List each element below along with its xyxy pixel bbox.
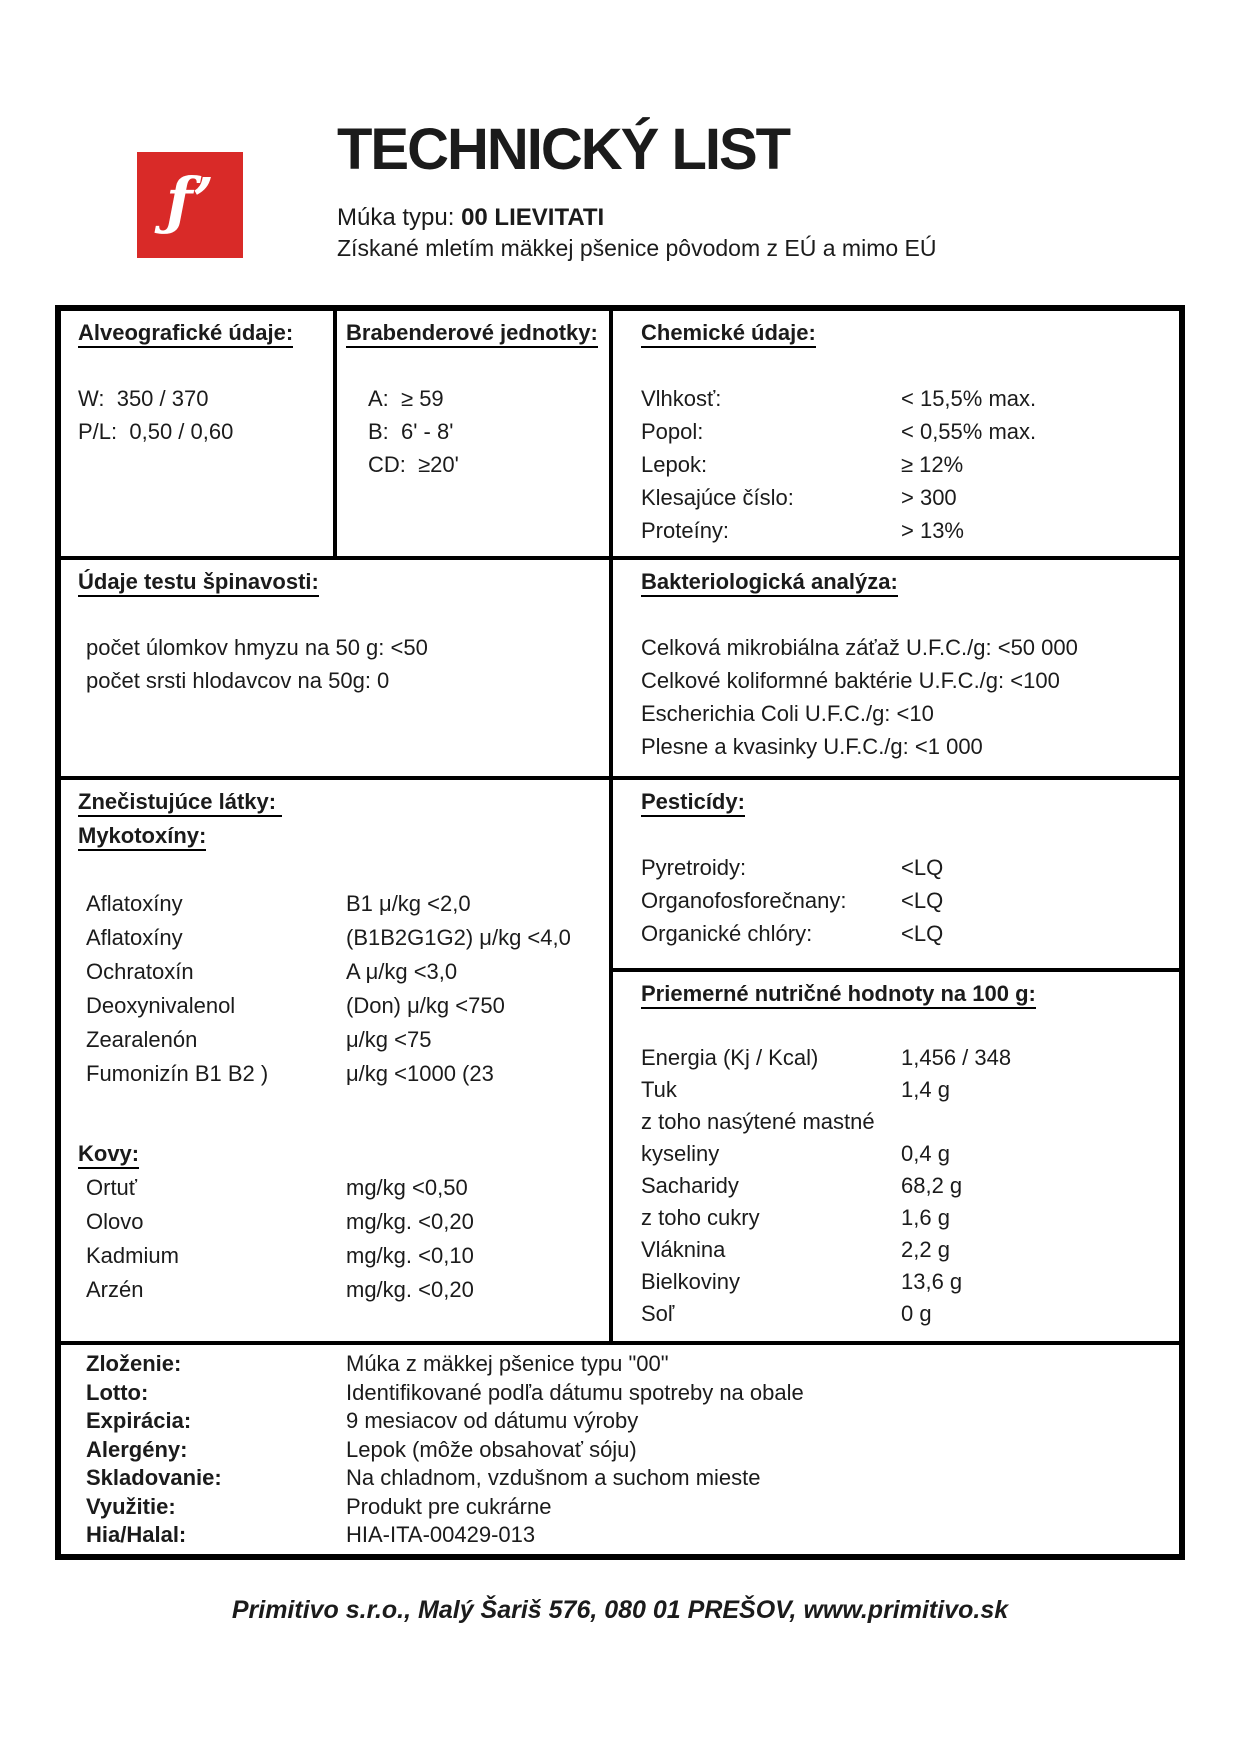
table-row (78, 1023, 599, 1057)
table-row (86, 1407, 1169, 1436)
table-row (78, 1273, 599, 1307)
section-alveographic (61, 311, 337, 556)
table-row-lower (61, 780, 1179, 1345)
row-label: Tuk (641, 1077, 677, 1102)
table-row (78, 921, 599, 955)
row-label: z toho nasýtené mastné (641, 1109, 875, 1134)
data-line: počet srsti hlodavcov na 50g: 0 (86, 668, 390, 693)
table-row (86, 1464, 1169, 1493)
section-heading: Znečistujúce látky: (78, 785, 599, 819)
table-row (641, 1042, 1169, 1074)
row-label: Hia/Halal: (86, 1522, 187, 1547)
row-label: Zearalenón (86, 1027, 198, 1052)
section-chemical (613, 311, 1179, 556)
row-label: Ochratoxín (86, 959, 194, 984)
row-value: < 0,55% max. (901, 419, 1037, 444)
table-row-middle (61, 560, 1179, 780)
flour-type-label: Múka typu: (337, 204, 462, 231)
table-row (641, 514, 1169, 547)
row-value: 13,6 g (901, 1269, 963, 1294)
row-label: Fumonizín B1 B2 ) (86, 1061, 269, 1086)
data-line: Celkové koliformné baktérie U.F.C./g: <100 (641, 668, 1060, 693)
table-row (641, 1202, 1169, 1234)
row-label: Aflatoxíny (86, 891, 183, 916)
table-row (641, 1074, 1169, 1106)
table-row (86, 1521, 1169, 1550)
table-row (641, 481, 1169, 514)
page-title: TECHNICKÝ LIST (337, 117, 790, 182)
row-label: Expirácia: (86, 1408, 192, 1433)
table-row (86, 1379, 1169, 1408)
row-value: 68,2 g (901, 1173, 963, 1198)
row-label: Organické chlóry: (641, 921, 813, 946)
section-heading: Pesticídy: (641, 785, 1169, 818)
data-line: Escherichia Coli U.F.C./g: <10 (641, 701, 934, 726)
section-subheading: Mykotoxíny: (78, 819, 599, 853)
table-row (78, 1239, 599, 1273)
row-label: Aflatoxíny (86, 925, 183, 950)
row-value: ≥ 12% (901, 452, 964, 477)
table-row (641, 884, 1169, 917)
data-line: B: 6' - 8' (368, 419, 454, 444)
row-value: Identifikované podľa dátumu spotreby na obale (346, 1379, 804, 1405)
row-value: A μ/kg <3,0 (346, 959, 458, 984)
document-subtitle: Získané mletím mäkkej pšenice pôvodom z EÚ a mimo EÚ (337, 235, 937, 261)
table-row (641, 917, 1169, 950)
row-label: Ortuť (86, 1175, 138, 1200)
row-value: Produkt pre cukrárne (346, 1493, 552, 1519)
row-value: 0,4 g (901, 1141, 950, 1166)
table-row (641, 415, 1169, 448)
data-line: Celková mikrobiálna záťaž U.F.C./g: <50 000 (641, 635, 1078, 660)
data-line: A: ≥ 59 (368, 386, 444, 411)
row-value: > 300 (901, 485, 957, 510)
row-value: 0 g (901, 1301, 932, 1326)
table-row (641, 448, 1169, 481)
row-label: Popol: (641, 419, 704, 444)
data-line: počet úlomkov hmyzu na 50 g: <50 (86, 635, 428, 660)
row-label: Deoxynivalenol (86, 993, 236, 1018)
row-value: μ/kg <75 (346, 1027, 432, 1052)
section-contaminants (61, 780, 613, 1341)
table-row (86, 1350, 1169, 1379)
right-column-stack (613, 780, 1179, 1341)
flour-type-line (337, 202, 936, 233)
row-value: (Don) μ/kg <750 (346, 993, 505, 1018)
spacer-line (78, 1091, 599, 1125)
row-label: Vláknina (641, 1237, 726, 1262)
section-product-info (61, 1345, 1179, 1554)
table-row (641, 1234, 1169, 1266)
row-value (901, 1106, 1169, 1138)
row-label: Vlhkosť: (641, 386, 722, 411)
table-row (78, 887, 599, 921)
row-value: <LQ (901, 921, 944, 946)
table-row-bottom (61, 1345, 1179, 1554)
data-line: CD: ≥20' (368, 452, 459, 477)
row-value: > 13% (901, 518, 964, 543)
section-heading: Bakteriologická analýza: (641, 565, 1169, 598)
row-label: kyseliny (641, 1141, 720, 1166)
row-label: Proteíny: (641, 518, 730, 543)
row-value: mg/kg. <0,10 (346, 1243, 474, 1268)
table-row (86, 1493, 1169, 1522)
document-header (337, 112, 936, 264)
table-row (78, 1171, 599, 1205)
row-value: 1,4 g (901, 1077, 950, 1102)
section-heading: Brabenderové jednotky: (346, 316, 599, 349)
row-value: <LQ (901, 855, 944, 880)
row-value: mg/kg <0,50 (346, 1175, 468, 1200)
data-line: P/L: 0,50 / 0,60 (78, 419, 234, 444)
row-label: z toho cukry (641, 1205, 760, 1230)
row-label: Skladovanie: (86, 1465, 222, 1490)
table-row (78, 955, 599, 989)
table-row (641, 1106, 1169, 1138)
row-value: (B1B2G1G2) μ/kg <4,0 (346, 925, 571, 950)
data-line: Plesne a kvasinky U.F.C./g: <1 000 (641, 734, 983, 759)
row-label: Kadmium (86, 1243, 179, 1268)
row-value: μ/kg <1000 (23 (346, 1061, 494, 1086)
row-value: mg/kg. <0,20 (346, 1209, 474, 1234)
row-label: Zloženie: (86, 1351, 182, 1376)
table-row (641, 1298, 1169, 1330)
table-row (641, 382, 1169, 415)
row-value: 1,456 / 348 (901, 1045, 1012, 1070)
metals-heading: Kovy: (78, 1137, 599, 1171)
row-label: Lotto: (86, 1379, 149, 1405)
row-value: Lepok (môže obsahovať sóju) (346, 1436, 637, 1462)
row-value: Múka z mäkkej pšenice typu "00" (346, 1351, 669, 1376)
section-heading: Alveografické údaje: (78, 316, 323, 349)
row-label: Využitie: (86, 1493, 176, 1519)
flour-type-value: 00 LIEVITATI (461, 204, 605, 231)
section-brabender (337, 311, 613, 556)
table-row (78, 1205, 599, 1239)
row-value: B1 μ/kg <2,0 (346, 891, 471, 916)
section-heading: Údaje testu špinavosti: (78, 565, 599, 598)
section-pesticides (613, 780, 1179, 972)
section-bacteriological (613, 560, 1179, 776)
brand-logo (137, 152, 243, 258)
table-row (641, 1170, 1169, 1202)
row-value: 9 mesiacov od dátumu výroby (346, 1408, 639, 1433)
row-label: Pyretroidy: (641, 855, 747, 880)
row-label: Klesajúce číslo: (641, 485, 794, 510)
row-value: mg/kg. <0,20 (346, 1277, 474, 1302)
table-row (78, 989, 599, 1023)
data-line: W: 350 / 370 (78, 386, 209, 411)
row-value: 1,6 g (901, 1205, 950, 1230)
brand-logo-glyph: ƒ’ (165, 164, 215, 237)
section-nutrition (613, 972, 1179, 1341)
table-row (641, 1266, 1169, 1298)
table-row-top (61, 311, 1179, 560)
section-heading: Chemické údaje: (641, 316, 1169, 349)
section-heading: Priemerné nutričné hodnoty na 100 g: (641, 978, 1169, 1010)
row-value: Na chladnom, vzdušnom a suchom mieste (346, 1465, 761, 1490)
row-label: Sacharidy (641, 1173, 739, 1198)
table-row (86, 1436, 1169, 1465)
row-label: Energia (Kj / Kcal) (641, 1045, 819, 1070)
row-label: Lepok: (641, 452, 708, 477)
row-label: Alergény: (86, 1436, 188, 1462)
row-label: Olovo (86, 1209, 144, 1234)
row-value: <LQ (901, 888, 944, 913)
row-label: Arzén (86, 1277, 144, 1302)
row-value: HIA-ITA-00429-013 (346, 1522, 536, 1547)
spec-table (55, 305, 1185, 1560)
table-row (641, 851, 1169, 884)
row-value: 2,2 g (901, 1237, 950, 1262)
row-value: < 15,5% max. (901, 386, 1037, 411)
footer-company-line: Primitivo s.r.o., Malý Šariš 576, 080 01 PREŠOV, www.primitivo.sk (231, 1596, 1009, 1624)
row-label: Organofosforečnany: (641, 888, 847, 913)
table-row (78, 1057, 599, 1091)
table-row (641, 1138, 1169, 1170)
section-dirt-test (61, 560, 613, 776)
row-label: Soľ (641, 1301, 675, 1326)
row-label: Bielkoviny (641, 1269, 741, 1294)
